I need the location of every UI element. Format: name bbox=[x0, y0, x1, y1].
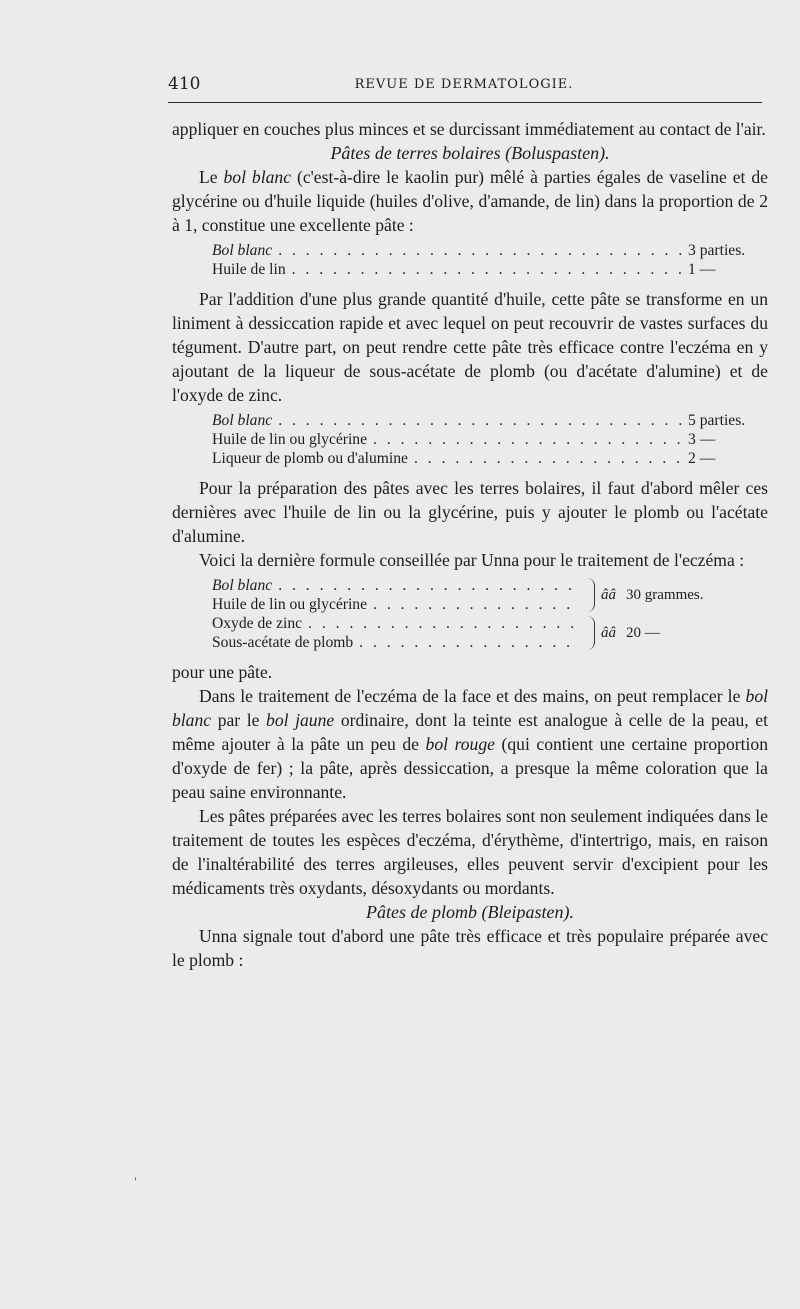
leader-dots bbox=[359, 633, 578, 652]
page-body bbox=[172, 117, 768, 972]
recipe-row bbox=[212, 411, 768, 430]
ingredient-quantity: 3 parties. bbox=[688, 242, 746, 259]
ingredient-name: Sous-acétate de plomb bbox=[212, 634, 354, 651]
leader-dots bbox=[278, 576, 578, 595]
leader-dots bbox=[373, 595, 578, 614]
recipe-1 bbox=[212, 241, 768, 279]
paragraph-pour-une-pate: pour une pâte. bbox=[172, 662, 273, 682]
ingredient-name: Huile de lin ou glycérine bbox=[212, 596, 368, 613]
ingredient-name: Oxyde de zinc bbox=[212, 615, 303, 632]
paragraph-liniment: Par l'addition d'une plus grande quantité d'huile, cette pâte se transforme en un liniment à dessiccation rapide et avec lequel on peut recouvrir de vastes surfaces du tégument. D'autre part, on peut rendre cette pâte très efficace contre l'eczéma en y ajoutant de la liqueur de sous-acétate de plomb (ou d'acétate d'alumine) et de l'oxyde de zinc. bbox=[172, 289, 768, 405]
brace-icon bbox=[586, 578, 595, 612]
recipe-row bbox=[212, 430, 768, 449]
leader-dots bbox=[308, 614, 578, 633]
leader-dots bbox=[414, 449, 682, 468]
paragraph-face-mains: Dans le traitement de l'eczéma de la face et des mains, on peut remplacer le bol blanc par le bol jaune ordinaire, dont la teinte est analogue à celle de la peau, et même ajouter à la pâte un peu de bol rouge (qui contient une certaine proportion d'oxyde de fer) ; la pâte, après dessiccation, a presque la même coloration que la peau saine environnante. bbox=[172, 686, 769, 802]
page-number: 410 bbox=[168, 74, 201, 94]
group-quantity: ââ 30 grammes. bbox=[601, 586, 704, 603]
leader-dots bbox=[373, 430, 682, 449]
paragraph-continuation: appliquer en couches plus minces et se durcissant immédiatement au contact de l'air. bbox=[172, 119, 766, 139]
recipe-3 bbox=[212, 576, 768, 652]
recipe-row bbox=[212, 241, 768, 260]
brace-icon bbox=[586, 616, 595, 650]
recipe-row bbox=[212, 576, 584, 595]
leader-dots bbox=[278, 411, 682, 430]
paragraph-pate-plomb: Unna signale tout d'abord une pâte très efficace et très populaire préparée avec le plomb : bbox=[172, 926, 768, 970]
ingredient-name: Liqueur de plomb ou d'alumine bbox=[212, 450, 408, 467]
leader-dots bbox=[278, 241, 682, 260]
recipe-row bbox=[212, 449, 768, 468]
recipe-row bbox=[212, 614, 584, 633]
ingredient-name: Huile de lin bbox=[212, 261, 286, 278]
header-rule bbox=[168, 102, 762, 103]
stray-mark: ' bbox=[134, 1177, 137, 1188]
paragraph-preparation: Pour la préparation des pâtes avec les terres bolaires, il faut d'abord mêler ces dernières avec l'huile de lin ou la glycérine, puis y ajouter le plomb ou l'acétate d'alumine. bbox=[172, 478, 768, 546]
leader-dots bbox=[292, 260, 682, 279]
ingredient-quantity: 3 — bbox=[688, 431, 716, 448]
recipe-row bbox=[212, 260, 768, 279]
ingredient-quantity: 5 parties. bbox=[688, 412, 746, 429]
paragraph-formule-unna: Voici la dernière formule conseillée par Unna pour le traitement de l'eczéma : bbox=[199, 550, 745, 570]
ingredient-name: Huile de lin ou glycérine bbox=[212, 431, 368, 448]
recipe-row bbox=[212, 595, 584, 614]
ingredient-quantity: 1 — bbox=[688, 261, 716, 278]
ingredient-name: Bol blanc bbox=[212, 242, 273, 259]
paragraph-indications: Les pâtes préparées avec les terres bolaires sont non seulement indiquées dans le traitement de toutes les espèces d'eczéma, d'érythème, d'intertrigo, mais, en raison de l'inaltérabilité des terres argileuses, elles peuvent servir d'excipient pour les médicaments très oxydants, désoxydants ou mordants. bbox=[172, 806, 768, 898]
running-head: REVUE DE DERMATOLOGIE. bbox=[354, 77, 574, 92]
recipe-group bbox=[212, 576, 768, 614]
ingredient-name: Bol blanc bbox=[212, 412, 273, 429]
page-header bbox=[168, 74, 760, 98]
group-quantity: ââ 20 — bbox=[601, 624, 660, 641]
recipe-group bbox=[212, 614, 768, 652]
recipe-row bbox=[212, 633, 584, 652]
ingredient-name: Bol blanc bbox=[212, 577, 273, 594]
paragraph-bol-blanc: Le bol blanc (c'est-à-dire le kaolin pur) mêlé à parties égales de vaseline et de glycérine ou d'huile liquide (huiles d'olive, d'amande, de lin) dans la proportion de 2 à 1, constitue une excellente pâte : bbox=[172, 167, 768, 235]
section-heading-boluspasten: Pâtes de terres bolaires (Boluspasten). bbox=[330, 143, 610, 163]
recipe-2 bbox=[212, 411, 768, 468]
section-heading-bleipasten: Pâtes de plomb (Bleipasten). bbox=[366, 902, 574, 922]
ingredient-quantity: 2 — bbox=[688, 450, 716, 467]
